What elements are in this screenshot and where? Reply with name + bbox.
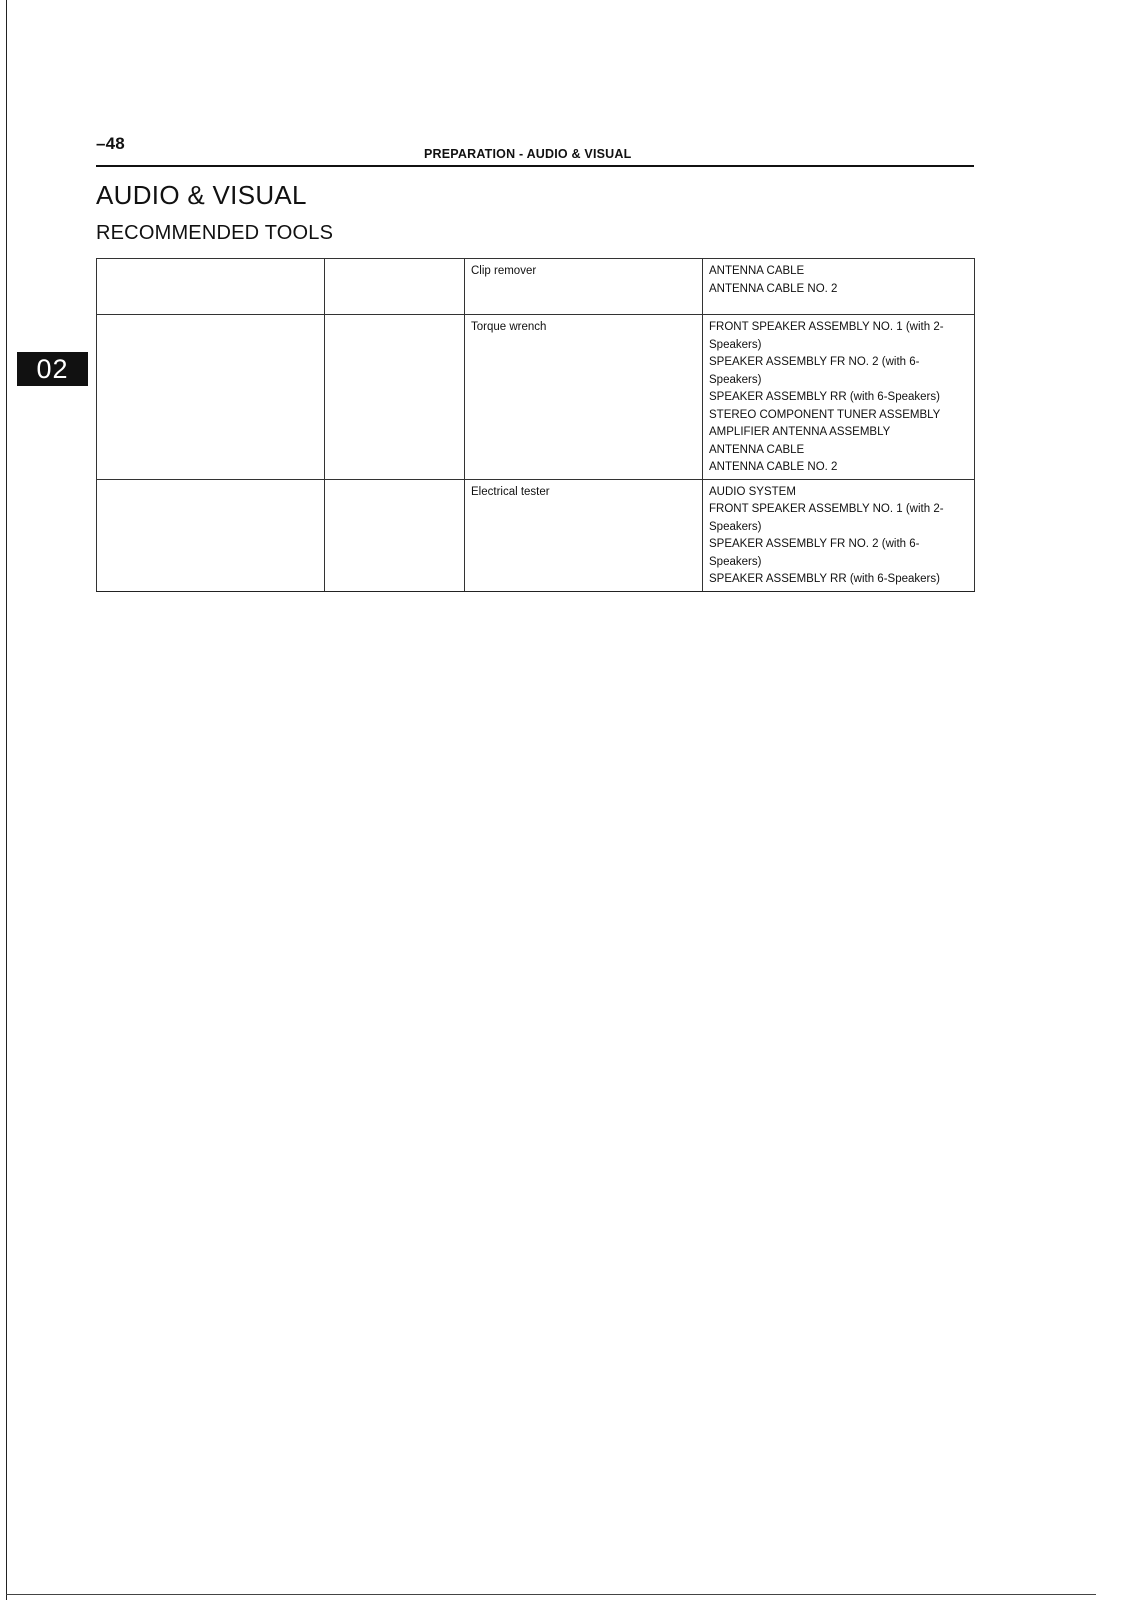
applies-to-cell xyxy=(703,479,975,591)
tool-name-cell xyxy=(465,259,703,315)
tool-name-cell xyxy=(465,479,703,591)
tool-number-cell xyxy=(325,259,465,315)
tool-illustration-cell xyxy=(97,259,325,315)
chapter-tab: 02 xyxy=(17,352,88,386)
header-rule xyxy=(96,165,974,167)
tool-illustration-cell xyxy=(97,315,325,480)
applies-to-item: FRONT SPEAKER ASSEMBLY NO. 1 (with 2-Speakers) xyxy=(709,321,944,351)
table-row xyxy=(97,479,975,591)
applies-to-cell xyxy=(703,259,975,315)
applies-to-item: AMPLIFIER ANTENNA ASSEMBLY xyxy=(709,426,891,438)
tool-number-cell xyxy=(325,479,465,591)
applies-to-item: ANTENNA CABLE xyxy=(709,443,805,456)
section-title: AUDIO & VISUAL xyxy=(96,180,307,210)
applies-to-item: AUDIO SYSTEM xyxy=(709,485,796,498)
applies-to-item: ANTENNA CABLE xyxy=(709,265,805,277)
table-row xyxy=(97,259,975,315)
page-binding-line xyxy=(6,0,7,1600)
recommended-tools-table xyxy=(96,258,975,592)
tool-name-cell xyxy=(465,315,703,480)
tool-number-cell xyxy=(325,315,465,480)
tool-name: Clip remover xyxy=(471,265,537,277)
applies-to-item: FRONT SPEAKER ASSEMBLY NO. 1 (with 2-Speakers) xyxy=(709,503,944,533)
applies-to-item: SPEAKER ASSEMBLY RR (with 6-Speakers) xyxy=(709,573,940,585)
page-bottom-line xyxy=(6,1594,1096,1595)
applies-to-item: STEREO COMPONENT TUNER ASSEMBLY xyxy=(709,408,941,421)
applies-to-item: ANTENNA CABLE NO. 2 xyxy=(709,461,838,473)
tool-name: Electrical tester xyxy=(471,485,550,498)
applies-to-item: SPEAKER ASSEMBLY FR NO. 2 (with 6-Speakers) xyxy=(709,356,920,386)
tool-illustration-cell xyxy=(97,479,325,591)
applies-to-item: SPEAKER ASSEMBLY RR (with 6-Speakers) xyxy=(709,391,940,403)
applies-to-item: SPEAKER ASSEMBLY FR NO. 2 (with 6-Speakers) xyxy=(709,538,920,568)
applies-to-item: ANTENNA CABLE NO. 2 xyxy=(709,282,838,295)
table-row xyxy=(97,315,975,480)
applies-to-cell xyxy=(703,315,975,480)
tool-name: Torque wrench xyxy=(471,321,547,333)
running-header: PREPARATION - AUDIO & VISUAL xyxy=(424,147,632,161)
page-number: –48 xyxy=(96,134,125,153)
subsection-title: RECOMMENDED TOOLS xyxy=(96,222,334,244)
